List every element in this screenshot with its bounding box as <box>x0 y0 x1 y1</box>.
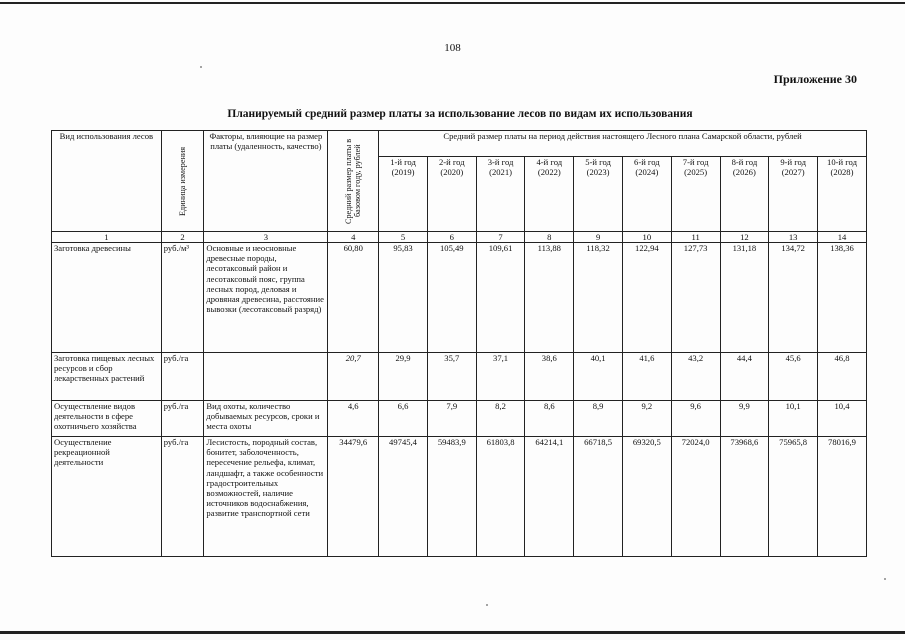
row-unit: руб./га <box>161 353 204 401</box>
bottom-rule <box>0 631 905 634</box>
row-value: 61803,8 <box>476 437 525 557</box>
row-factors: Основные и неосновные древесные породы, лесотаксовый район и лесотаксовый пояс, группа лесных пород, деловая и дровяная древесина, расстояние вывозки (лесотаксовый разряд) <box>204 243 328 353</box>
column-number: 3 <box>204 232 328 243</box>
column-number: 13 <box>769 232 818 243</box>
row-value: 46,8 <box>818 353 867 401</box>
row-value: 113,88 <box>525 243 574 353</box>
row-value: 9,2 <box>622 401 671 437</box>
table-row <box>52 243 867 353</box>
scan-speck <box>486 604 488 606</box>
row-factors <box>204 353 328 401</box>
header-year-1: 1-й год (2019) <box>379 156 428 231</box>
table-row <box>52 401 867 437</box>
row-value: 8,6 <box>525 401 574 437</box>
header-year-8: 8-й год (2026) <box>720 156 769 231</box>
row-value: 38,6 <box>525 353 574 401</box>
row-value: 73968,6 <box>720 437 769 557</box>
row-unit: руб./га <box>161 437 204 557</box>
row-value: 127,73 <box>671 243 720 353</box>
row-value: 10,4 <box>818 401 867 437</box>
row-value: 7,9 <box>427 401 476 437</box>
column-number: 10 <box>622 232 671 243</box>
row-value: 29,9 <box>379 353 428 401</box>
row-type: Осуществление рекреационной деятельности <box>52 437 162 557</box>
column-number: 6 <box>427 232 476 243</box>
row-value: 69320,5 <box>622 437 671 557</box>
column-number: 7 <box>476 232 525 243</box>
row-value: 64214,1 <box>525 437 574 557</box>
table-title: Планируемый средний размер платы за использование лесов по видам их использования <box>227 108 693 120</box>
row-value: 109,61 <box>476 243 525 353</box>
column-number: 4 <box>328 232 379 243</box>
row-value: 9,9 <box>720 401 769 437</box>
header-factors: Факторы, влияющие на размер платы (удаленность, качество) <box>204 131 328 232</box>
row-value: 131,18 <box>720 243 769 353</box>
column-number: 5 <box>379 232 428 243</box>
header-year-7: 7-й год (2025) <box>671 156 720 231</box>
page-number: 108 <box>444 42 461 54</box>
row-base-value: 4,6 <box>328 401 379 437</box>
column-number: 2 <box>161 232 204 243</box>
row-value: 8,9 <box>574 401 623 437</box>
row-value: 134,72 <box>769 243 818 353</box>
table-row <box>52 437 867 557</box>
row-value: 40,1 <box>574 353 623 401</box>
header-year-2: 2-й год (2020) <box>427 156 476 231</box>
row-base-value: 60,80 <box>328 243 379 353</box>
header-year-4: 4-й год (2022) <box>525 156 574 231</box>
column-number: 1 <box>52 232 162 243</box>
top-rule <box>0 2 905 4</box>
column-number: 9 <box>574 232 623 243</box>
appendix-label: Приложение 30 <box>773 72 857 86</box>
row-value: 9,6 <box>671 401 720 437</box>
row-unit: руб./га <box>161 401 204 437</box>
column-number: 8 <box>525 232 574 243</box>
row-value: 118,32 <box>574 243 623 353</box>
row-value: 138,36 <box>818 243 867 353</box>
row-value: 75965,8 <box>769 437 818 557</box>
row-base-value: 20,7 <box>328 353 379 401</box>
column-number-row <box>52 232 867 243</box>
row-value: 45,6 <box>769 353 818 401</box>
fee-table <box>51 130 867 557</box>
row-value: 49745,4 <box>379 437 428 557</box>
row-type: Заготовка пищевых лесных ресурсов и сбор лекарственных растений <box>52 353 162 401</box>
header-year-9: 9-й год (2027) <box>769 156 818 231</box>
row-value: 8,2 <box>476 401 525 437</box>
row-value: 6,6 <box>379 401 428 437</box>
row-value: 10,1 <box>769 401 818 437</box>
header-period-group: Средний размер платы на период действия настоящего Лесного плана Самарской области, рублей <box>379 131 867 157</box>
row-value: 66718,5 <box>574 437 623 557</box>
row-factors: Лесистость, породный состав, бонитет, заболоченность, пересечение рельефа, климат, ландшафт, а также особенности градостроительных возможностей, наличие источников водоснабжения, развитие транспортной сети <box>204 437 328 557</box>
row-value: 44,4 <box>720 353 769 401</box>
row-value: 43,2 <box>671 353 720 401</box>
row-value: 35,7 <box>427 353 476 401</box>
header-base: Средний размер платы в базовом году, рублей <box>328 131 379 232</box>
row-value: 37,1 <box>476 353 525 401</box>
row-base-value: 34479,6 <box>328 437 379 557</box>
row-factors: Вид охоты, количество добываемых ресурсов, сроки и места охоты <box>204 401 328 437</box>
column-number: 11 <box>671 232 720 243</box>
row-value: 72024,0 <box>671 437 720 557</box>
header-year-3: 3-й год (2021) <box>476 156 525 231</box>
scan-speck <box>200 66 202 68</box>
row-value: 59483,9 <box>427 437 476 557</box>
row-value: 122,94 <box>622 243 671 353</box>
column-number: 14 <box>818 232 867 243</box>
header-year-10: 10-й год (2028) <box>818 156 867 231</box>
header-year-5: 5-й год (2023) <box>574 156 623 231</box>
header-unit: Единица измерения <box>161 131 204 232</box>
row-type: Заготовка древесины <box>52 243 162 353</box>
row-value: 95,83 <box>379 243 428 353</box>
row-value: 78016,9 <box>818 437 867 557</box>
row-value: 105,49 <box>427 243 476 353</box>
header-year-6: 6-й год (2024) <box>622 156 671 231</box>
row-type: Осуществление видов деятельности в сфере охотничьего хозяйства <box>52 401 162 437</box>
scan-speck <box>884 578 886 580</box>
row-unit: руб./м³ <box>161 243 204 353</box>
column-number: 12 <box>720 232 769 243</box>
table-row <box>52 353 867 401</box>
header-type: Вид использования лесов <box>52 131 162 232</box>
row-value: 41,6 <box>622 353 671 401</box>
